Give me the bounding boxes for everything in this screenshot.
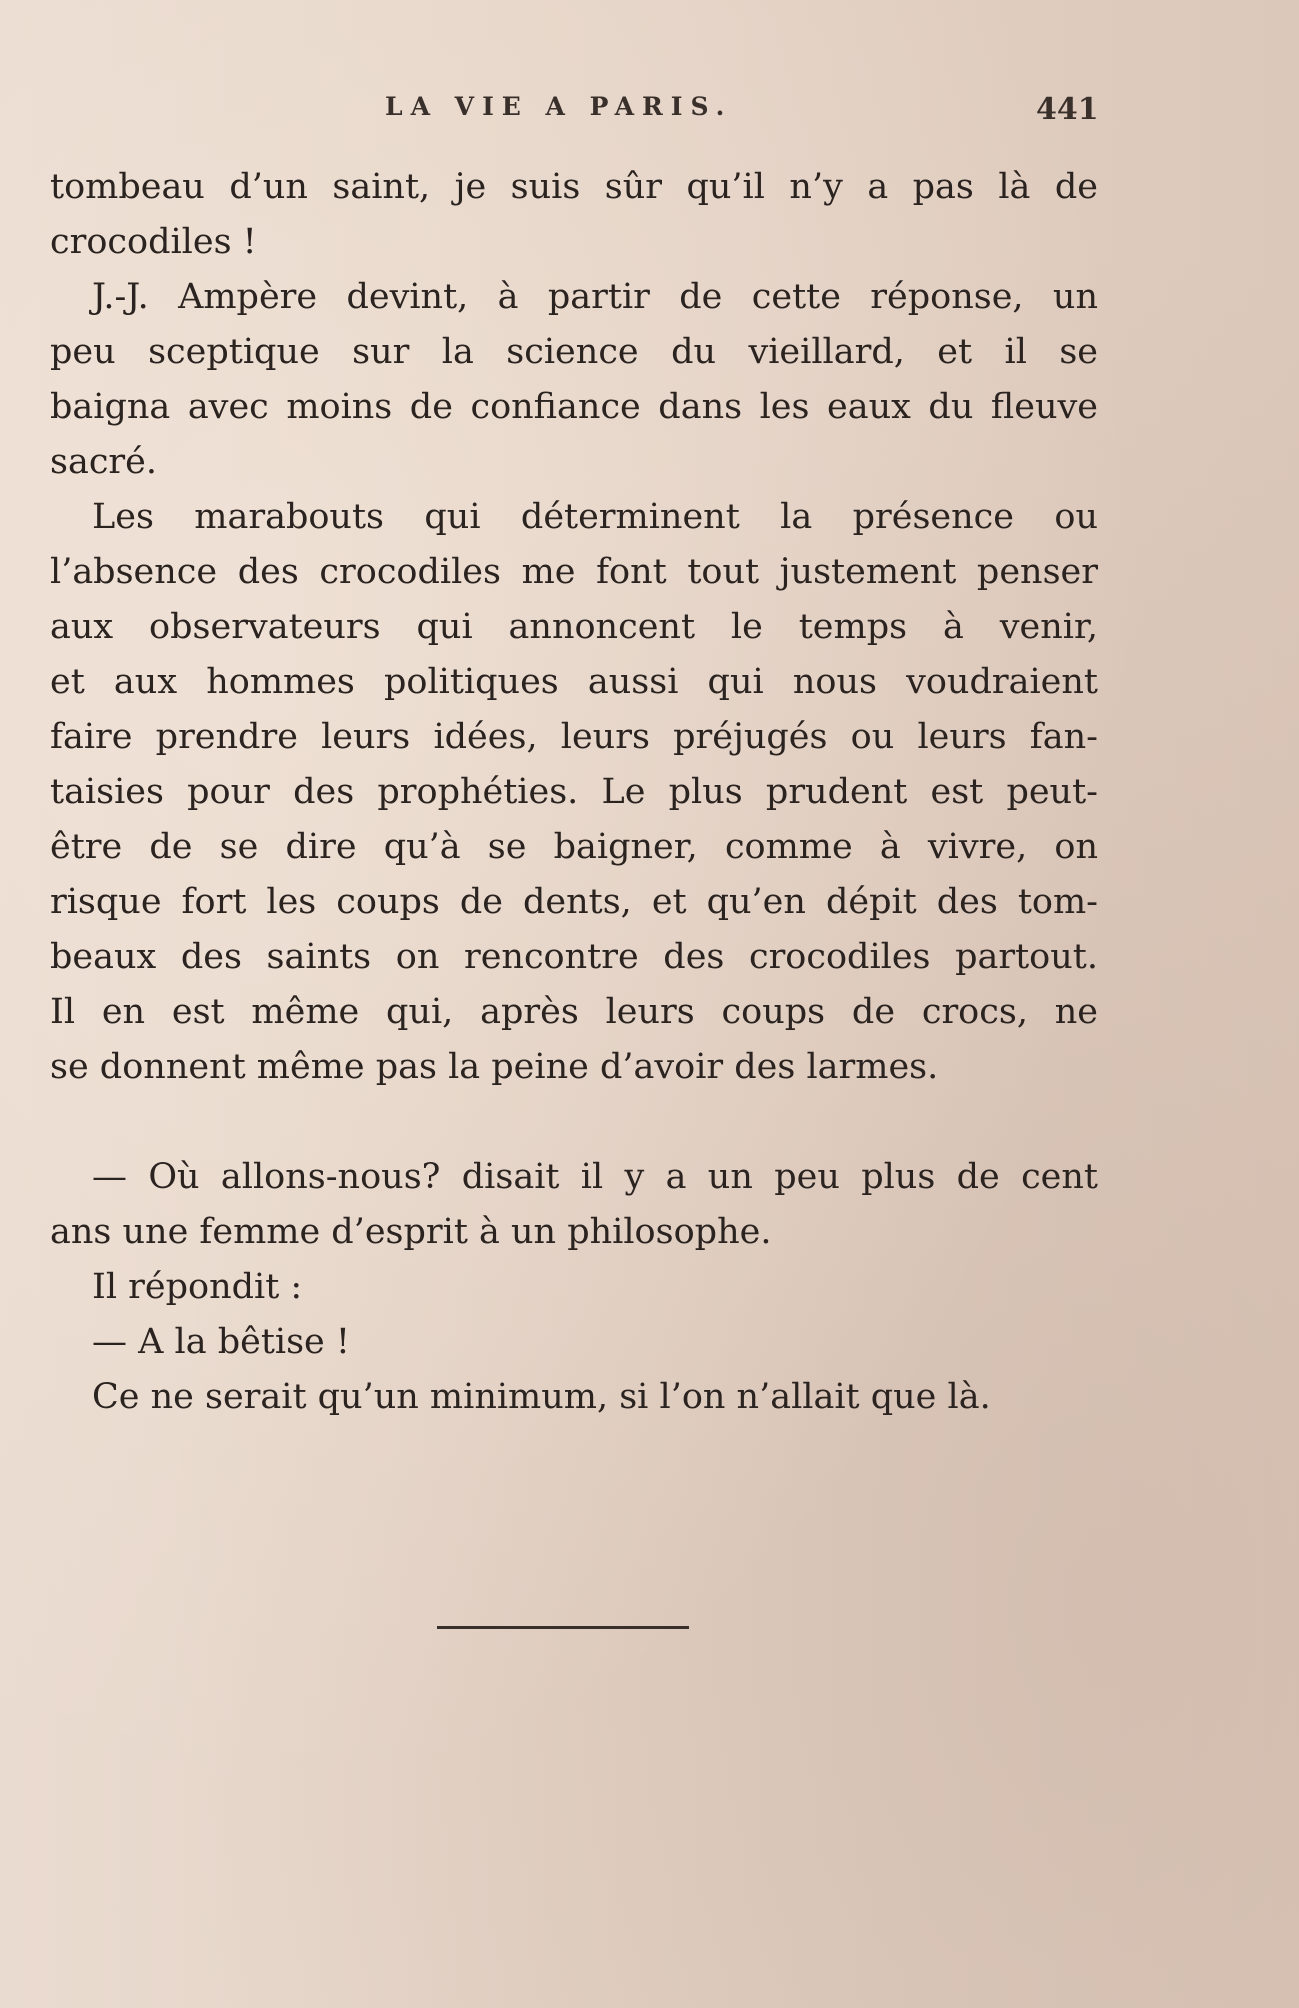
text-line: Les marabouts qui déterminent la présence ou [92, 497, 1098, 537]
text-line: risque fort les coups de dents, et qu’en dépit des tom- [50, 882, 1098, 922]
text-line: aux observateurs qui annoncent le temps à venir, [50, 607, 1098, 647]
text-line: ans une femme d’esprit à un philosophe. [50, 1212, 772, 1252]
text-line: — Où allons-nous? disait il y a un peu plus de cent [92, 1157, 1098, 1197]
page-number: 441 [1036, 92, 1099, 127]
text-line: taisies pour des prophéties. Le plus prudent est peut- [50, 772, 1098, 812]
text-line: — A la bêtise ! [92, 1322, 350, 1362]
running-head: LA VIE A PARIS. [385, 92, 733, 121]
text-line: Il répondit : [92, 1267, 303, 1307]
text-line: et aux hommes politiques aussi qui nous voudraient [50, 662, 1098, 702]
text-line: peu sceptique sur la science du vieillard, et il se [50, 332, 1098, 372]
text-line: Il en est même qui, après leurs coups de crocs, ne [50, 992, 1098, 1032]
text-line: beaux des saints on rencontre des crocodiles partout. [50, 937, 1098, 977]
text-line: se donnent même pas la peine d’avoir des larmes. [50, 1047, 939, 1087]
body-text [50, 160, 1098, 1425]
text-line: baigna avec moins de confiance dans les eaux du fleuve [50, 387, 1098, 427]
end-rule [437, 1626, 689, 1629]
text-line: l’absence des crocodiles me font tout justement penser [50, 552, 1098, 592]
text-line: J.-J. Ampère devint, à partir de cette réponse, un [92, 277, 1098, 317]
text-line: sacré. [50, 442, 157, 482]
text-line: tombeau d’un saint, je suis sûr qu’il n’y a pas là de [50, 167, 1098, 207]
text-line: Ce ne serait qu’un minimum, si l’on n’allait que là. [92, 1377, 991, 1417]
section-break [50, 1095, 1098, 1150]
text-line: faire prendre leurs idées, leurs préjugés ou leurs fan- [50, 717, 1098, 757]
text-line: être de se dire qu’à se baigner, comme à vivre, on [50, 827, 1098, 867]
text-line: crocodiles ! [50, 222, 257, 262]
